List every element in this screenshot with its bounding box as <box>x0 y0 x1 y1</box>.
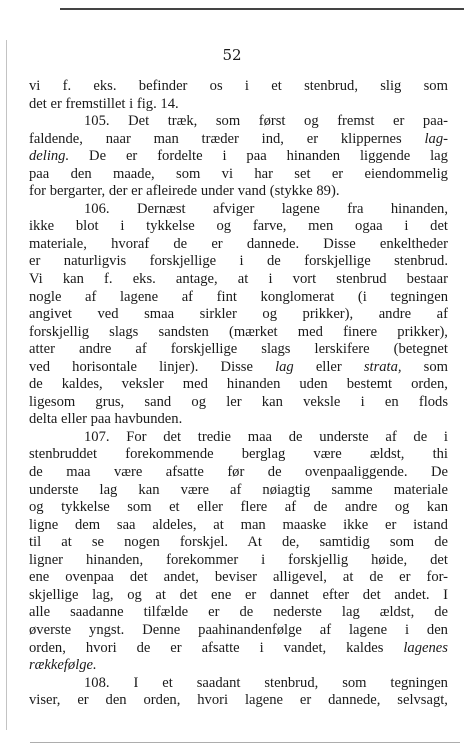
text-line: 105. Det træk, som først og fremst er paa- <box>84 113 449 130</box>
text-line: alle saadanne tilfælde er de nederste lag ældst, de <box>29 604 448 621</box>
text-line: materiale, hvoraf de er dannede. Disse enkeltheder <box>29 235 448 252</box>
text-line: vi f. eks. befinder os i et stenbrud, slig som <box>29 78 448 94</box>
text-line: angivet ved smaa sirkler og prikker), andre af <box>29 306 448 323</box>
page-number: 52 <box>222 46 242 64</box>
text-line: underste lag kan være af nøiagtig samme materiale <box>29 481 449 498</box>
text-line: nogle af lagene af fint konglomerat (i tegningen <box>29 288 449 305</box>
text-line: de maa være afsatte før de ovenpaaliggende. De <box>29 464 448 481</box>
text-line: og tykkelse som et eller flere af de andre og kan <box>29 499 448 516</box>
text-line: faldende, naar man træder ind, er klippernes lag- <box>29 130 448 147</box>
text-line: ikke blot i tykkelse og farve, men ogaa i det <box>29 218 448 235</box>
text-line: de kaldes, veksler med hinanden uden bestemt orden, <box>29 376 448 393</box>
text-line: rækkefølge. <box>29 657 97 674</box>
text-line: deling. De er fordelte i paa hinanden liggende lag <box>29 148 448 165</box>
text-line: delta eller paa havbunden. <box>29 411 183 428</box>
body-text <box>29 78 448 710</box>
text-line: atter andre af forskjellige slags lerskifere (betegnet <box>29 341 448 358</box>
top-rule <box>60 8 464 10</box>
text-line: viser, er den orden, hvori lagene er dannede, selvsagt, <box>29 692 448 709</box>
text-line: ligner hinanden, forekommer i forskjellig høide, det <box>29 551 448 568</box>
text-line: orden, hvori de er afsatte i vandet, kaldes lagenes <box>29 639 448 656</box>
text-line: 107. For det tredie maa de underste af de i <box>84 428 448 445</box>
text-line: til at se nogen forskjel. At de, samtidig som de <box>29 534 448 551</box>
text-line: for bergarter, der er afleirede under vand (stykke 89). <box>29 183 340 200</box>
page-edge <box>6 40 7 730</box>
text-line: øverste yngst. Denne paahinandenfølge af lagene i den <box>29 621 448 638</box>
text-line: 106. Dernæst afviger lagene fra hinanden, <box>84 200 449 217</box>
text-line: Vi kan f. eks. antage, at i vort stenbrud bestaar <box>29 271 448 288</box>
text-line: er naturligvis forskjellige i de forskjellige stenbrud. <box>29 253 449 270</box>
text-line: ene ovenpaa det andet, beviser alligevel, at de er for- <box>29 569 449 586</box>
text-line: ligesom grus, sand og ler kan veksle i en flods <box>29 393 449 410</box>
text-line: forskjellig slags sandsten (mærket med finere prikker), <box>29 323 448 340</box>
text-line: det er fremstillet i fig. 14. <box>29 95 179 112</box>
text-line: skjellige lag, og at det ene er dannet efter det andet. I <box>29 586 449 603</box>
bottom-rule <box>30 742 460 743</box>
text-line: 108. I et saadant stenbrud, som tegningen <box>84 674 448 691</box>
text-line: stenbruddet forekommende berglag være ældst, thi <box>29 446 448 463</box>
text-line: ved horisontale linjer). Disse lag eller strata, som <box>29 358 448 375</box>
text-line: ligne dem saa aldeles, at man maaske ikke er istand <box>29 516 448 533</box>
text-line: paa den maade, som vi har set er eiendommelig <box>29 165 448 182</box>
